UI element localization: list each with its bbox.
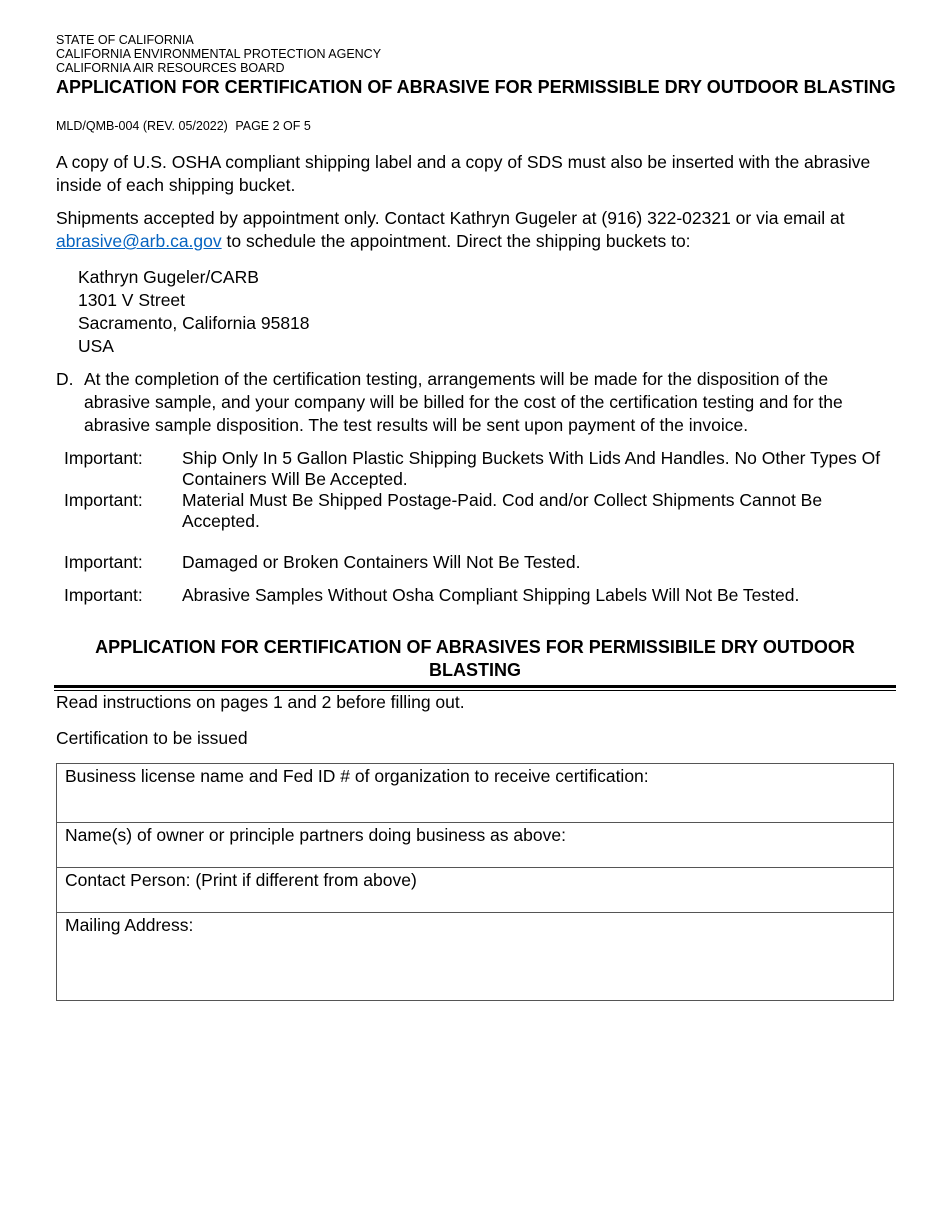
item-d-label: D. — [56, 369, 74, 389]
header-state: STATE OF CALIFORNIA — [56, 33, 194, 47]
contact-person-field[interactable] — [57, 868, 894, 913]
important-note-4: Abrasive Samples Without Osha Compliant Shipping Labels Will Not Be Tested. — [182, 585, 800, 605]
form-number: MLD/QMB-004 (REV. 05/2022) — [56, 119, 228, 133]
header-agency: CALIFORNIA ENVIRONMENTAL PROTECTION AGENCY — [56, 47, 382, 61]
certification-label: Certification to be issued — [56, 728, 248, 748]
important-label: Important: — [64, 490, 143, 510]
important-note-3: Damaged or Broken Containers Will Not Be Tested. — [182, 552, 581, 572]
important-label: Important: — [64, 448, 143, 468]
address-line-2: 1301 V Street — [78, 290, 186, 310]
table-row — [57, 823, 894, 868]
osha-label-paragraph: A copy of U.S. OSHA compliant shipping label and a copy of SDS must also be inserted with the abrasive inside of each shipping bucket. — [56, 152, 871, 195]
table-row — [57, 913, 894, 1001]
business-license-field[interactable] — [57, 764, 894, 823]
item-d-text: At the completion of the certification testing, arrangements will be made for the disposition of the abrasive sample, and your company will be billed for the cost of the certification testing and for the abrasive sample disposition. The test results will be sent upon payment of the invoice. — [84, 369, 843, 435]
section-divider — [54, 685, 896, 691]
form-number-line — [56, 119, 311, 133]
mailing-address-field[interactable] — [57, 913, 894, 1001]
table-row — [57, 764, 894, 823]
owner-names-field[interactable] — [57, 823, 894, 868]
address-line-1: Kathryn Gugeler/CARB — [78, 267, 259, 287]
important-note-1: Ship Only In 5 Gallon Plastic Shipping Buckets With Lids And Handles. No Other Types Of Containers Will Be Accepted. — [182, 448, 881, 489]
header-board: CALIFORNIA AIR RESOURCES BOARD — [56, 61, 285, 75]
appointment-text-start: Shipments accepted by appointment only. Contact Kathryn Gugeler at (916) 322-02321 or via email at — [56, 208, 845, 228]
appointment-paragraph — [56, 207, 901, 253]
instructions-note: Read instructions on pages 1 and 2 before filling out. — [56, 692, 465, 712]
address-line-3: Sacramento, California 95818 — [78, 313, 310, 333]
certification-form-table — [56, 763, 894, 1001]
application-section-title: APPLICATION FOR CERTIFICATION OF ABRASIVES FOR PERMISSIBILE DRY OUTDOOR BLASTING — [95, 637, 855, 680]
document-title: APPLICATION FOR CERTIFICATION OF ABRASIVE FOR PERMISSIBLE DRY OUTDOOR BLASTING — [56, 77, 896, 97]
important-label: Important: — [64, 585, 143, 605]
table-row — [57, 868, 894, 913]
field-label: Contact Person: (Print if different from above) — [65, 870, 417, 890]
field-label: Mailing Address: — [65, 915, 194, 935]
address-line-4: USA — [78, 336, 114, 356]
page-label: PAGE 2 OF 5 — [235, 119, 311, 133]
appointment-text-end: to schedule the appointment. Direct the shipping buckets to: — [221, 231, 691, 251]
important-note-2: Material Must Be Shipped Postage-Paid. Cod and/or Collect Shipments Cannot Be Accepted. — [182, 490, 823, 531]
important-label: Important: — [64, 552, 143, 572]
field-label: Name(s) of owner or principle partners doing business as above: — [65, 825, 566, 845]
field-label: Business license name and Fed ID # of organization to receive certification: — [65, 766, 649, 786]
email-link[interactable]: abrasive@arb.ca.gov — [56, 231, 222, 251]
